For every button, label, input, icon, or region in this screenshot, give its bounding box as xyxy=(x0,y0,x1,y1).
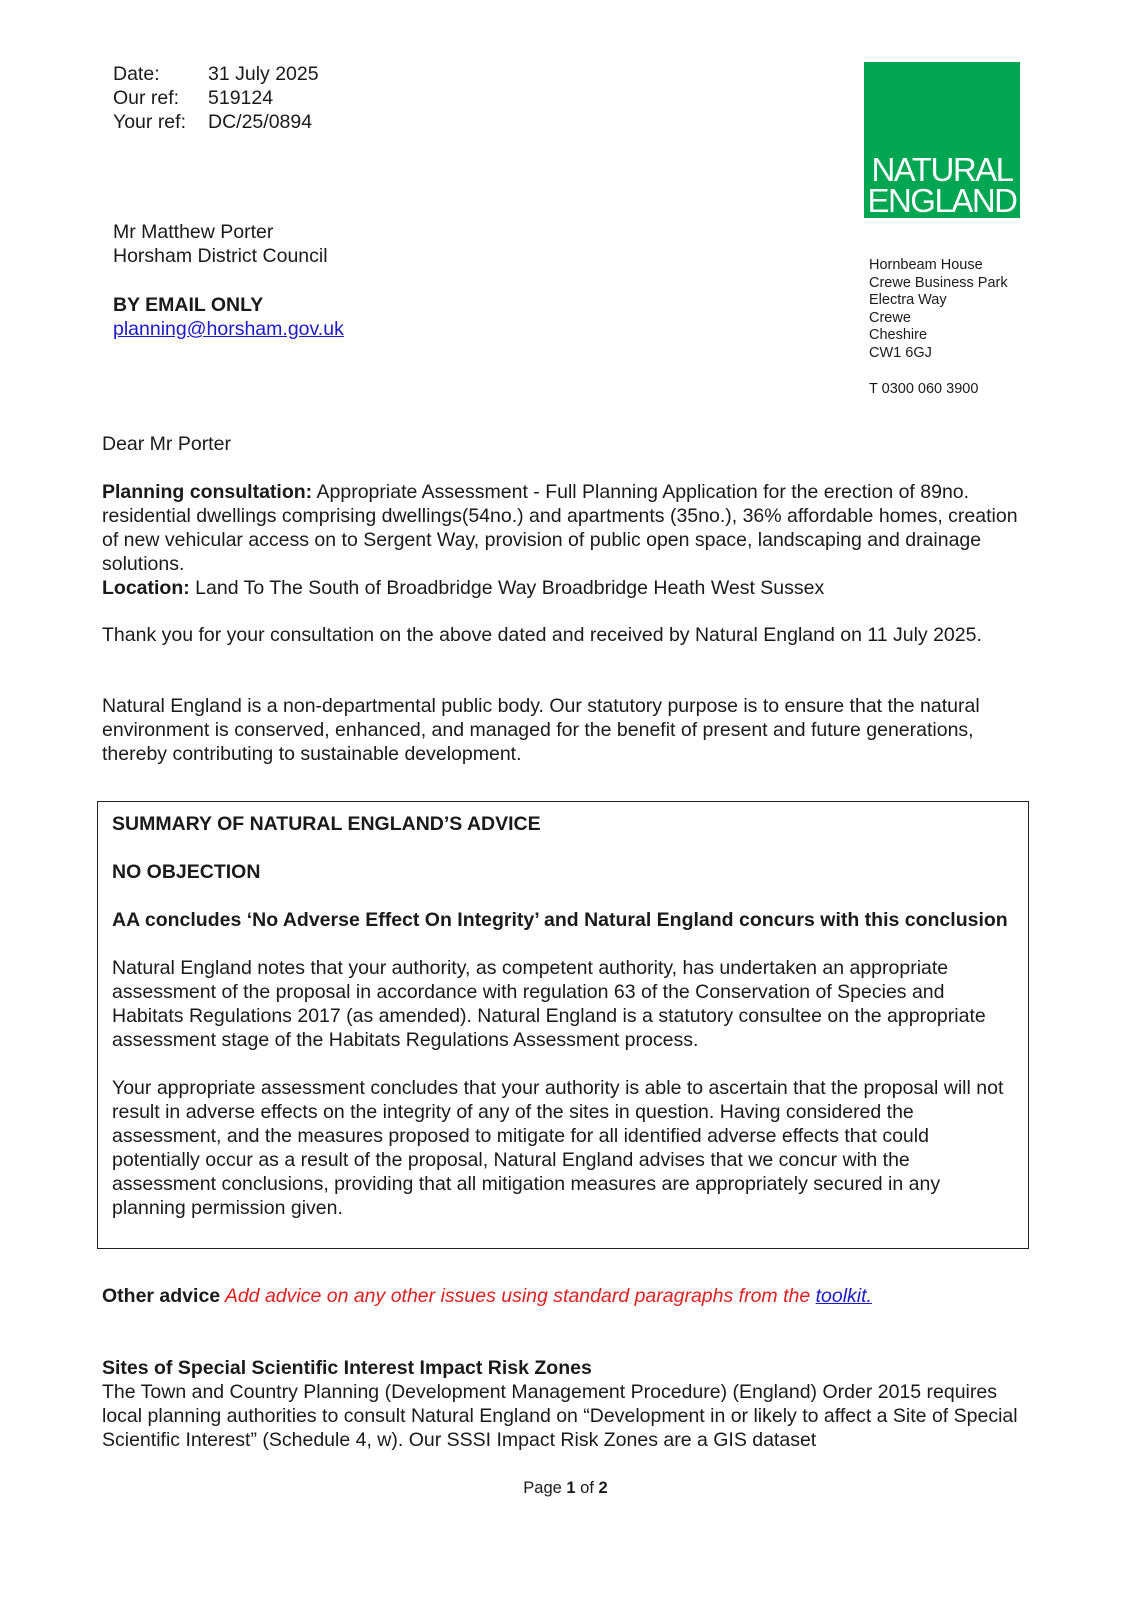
your-ref-value: DC/25/0894 xyxy=(208,111,313,133)
other-advice-label: Other advice xyxy=(102,1285,221,1307)
delivery-block xyxy=(113,293,344,341)
other-advice-instruction: Add advice on any other issues using standard paragraphs from the xyxy=(220,1285,816,1307)
purpose-paragraph: Natural England is a non-departmental public body. Our statutory purpose is to ensure that the natural environment is conserved, enhanced, and managed for the benefit of present and future generations, thereby contributing to sustainable development. xyxy=(102,695,980,765)
telephone: T 0300 060 3900 xyxy=(869,380,979,397)
summary-paragraph-2: Your appropriate assessment concludes that your authority is able to ascertain that the proposal will not result in adverse effects on the integrity of any of the sites in question. Having considered the assessment, and the measures proposed to mitigate for all identified adverse effects that could potentially occur as a result of the proposal, Natural England advises that we concur with the assessment conclusions, providing that all mitigation measures are appropriately secured in any planning permission given. xyxy=(112,1077,1004,1219)
summary-paragraph-1: Natural England notes that your authority, as competent authority, has undertaken an appropriate assessment of the proposal in accordance with regulation 63 of the Conservation of Species and Habitats Regulations 2017 (as amended). Natural England is a statutory consultee on the appropriate assessment stage of the Habitats Regulations Assessment process. xyxy=(112,957,986,1051)
address-line: Electra Way xyxy=(869,292,947,309)
address-line: CW1 6GJ xyxy=(869,344,932,361)
salutation: Dear Mr Porter xyxy=(102,433,231,455)
your-ref-row xyxy=(113,110,319,134)
thanks-paragraph: Thank you for your consultation on the above dated and received by Natural England on 11 July 2025. xyxy=(102,624,982,646)
date-row xyxy=(113,62,319,86)
office-address xyxy=(869,257,1008,398)
address-line: Cheshire xyxy=(869,327,928,344)
consultation-paragraph xyxy=(102,480,1032,600)
toolkit-link[interactable]: toolkit. xyxy=(815,1285,872,1307)
summary-heading: SUMMARY OF NATURAL ENGLAND’S ADVICE xyxy=(112,813,541,835)
address-line: Crewe Business Park xyxy=(869,274,1008,291)
address-line: Crewe xyxy=(869,309,911,326)
summary-box xyxy=(97,801,1029,1249)
addressee-organisation: Horsham District Council xyxy=(113,245,328,267)
consultation-text: Appropriate Assessment - Full Planning Application for the erection of 89no. residential dwellings comprising dwellings(54no.) and apartments (35no.), 36% affordable homes, creation of new vehicular access on to Sergent Way, provision of public open space, landscaping and drainage solutions. xyxy=(102,481,1018,575)
addressee-name: Mr Matthew Porter xyxy=(113,221,274,243)
sssi-section xyxy=(102,1356,1032,1452)
logo-line-2: ENGLAND xyxy=(867,182,1017,219)
delivery-method: BY EMAIL ONLY xyxy=(113,294,264,316)
page-footer xyxy=(0,1479,1131,1498)
date-label: Date: xyxy=(113,63,160,85)
reference-block xyxy=(113,62,319,134)
aa-conclusion: AA concludes ‘No Adverse Effect On Integrity’ and Natural England concurs with this conclusion xyxy=(112,909,1008,931)
consultation-label: Planning consultation: xyxy=(102,481,313,503)
logo-line-1: NATURAL xyxy=(871,151,1013,188)
our-ref-value: 519124 xyxy=(208,87,274,109)
of-word: of xyxy=(575,1479,599,1497)
page-total: 2 xyxy=(598,1479,608,1497)
location-text: Land To The South of Broadbridge Way Broadbridge Heath West Sussex xyxy=(189,577,825,599)
sssi-heading: Sites of Special Scientific Interest Impact Risk Zones xyxy=(102,1357,592,1379)
our-ref-label: Our ref: xyxy=(113,87,180,109)
page-word: Page xyxy=(523,1479,567,1497)
summary-verdict: NO OBJECTION xyxy=(112,861,261,883)
sssi-text: The Town and Country Planning (Development Management Procedure) (England) Order 2015 requires local planning authorities to consult Natural England on “Development in or likely to affect a Site of Special Scientific Interest” (Schedule 4, w). Our SSSI Impact Risk Zones are a GIS dataset xyxy=(102,1381,1018,1451)
other-advice xyxy=(102,1284,1032,1308)
your-ref-label: Your ref: xyxy=(113,111,186,133)
natural-england-logo xyxy=(864,62,1020,218)
location-label: Location: xyxy=(102,577,190,599)
address-line: Hornbeam House xyxy=(869,257,983,273)
page-current: 1 xyxy=(566,1479,576,1497)
email-link[interactable]: planning@horsham.gov.uk xyxy=(113,318,344,340)
date-value: 31 July 2025 xyxy=(208,63,319,85)
our-ref-row xyxy=(113,86,319,110)
addressee-block xyxy=(113,220,328,268)
